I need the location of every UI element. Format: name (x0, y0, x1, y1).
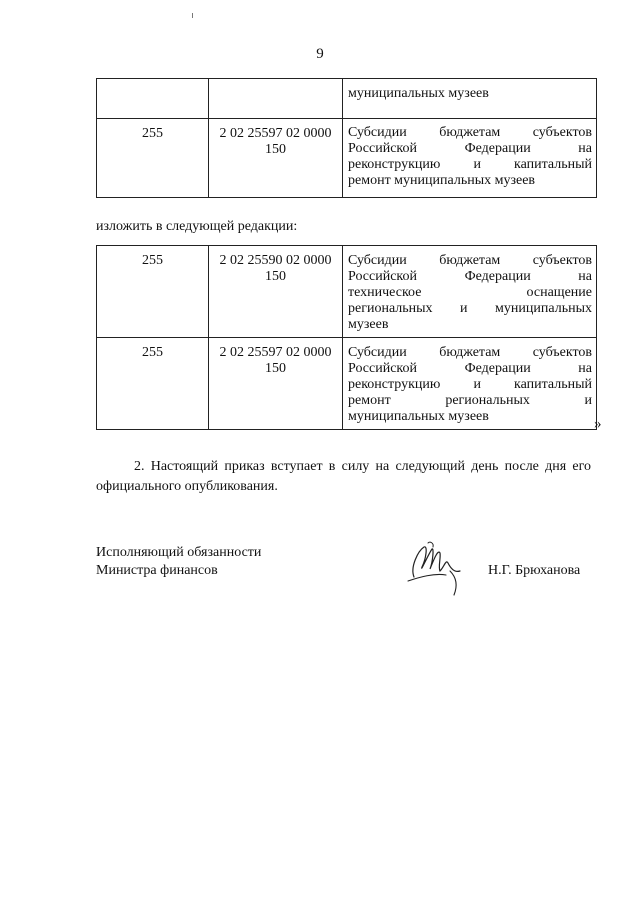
kbk-line: 2 02 25597 02 0000 (219, 345, 332, 360)
signatory-title-line: Министра финансов (96, 563, 218, 578)
table-row (97, 119, 597, 198)
word: на (578, 269, 592, 284)
code-cell: 255 (97, 119, 209, 198)
word: на (578, 141, 592, 156)
word: Субсидии (348, 253, 407, 268)
word: на (578, 361, 592, 376)
kbk-line: 150 (265, 269, 286, 284)
word: Настоящий (150, 459, 219, 474)
word: Российской (348, 269, 417, 284)
word: субъектов (532, 345, 592, 360)
scan-mark (192, 13, 193, 18)
word: и (460, 301, 468, 316)
word: и (473, 377, 481, 392)
name-line (348, 141, 592, 157)
kbk-cell (209, 246, 343, 338)
code-cell: 255 (97, 338, 209, 430)
word: муниципальных (495, 301, 592, 316)
kbk-line: 2 02 25590 02 0000 (219, 253, 332, 268)
name-line (348, 269, 592, 285)
word: субъектов (532, 253, 592, 268)
word: ремонт (348, 393, 391, 408)
budget-table-current (96, 78, 597, 198)
word: реконструкцию (348, 377, 441, 392)
word: бюджетам (439, 345, 501, 360)
name-line (348, 125, 592, 141)
word: день (471, 459, 499, 474)
word: на (375, 459, 390, 474)
word: субъектов (532, 125, 592, 140)
closing-quote: » (594, 416, 602, 432)
name-line (348, 345, 592, 361)
name-cell (343, 338, 597, 430)
name-line (348, 253, 592, 269)
name-line: ремонт муниципальных музеев (348, 173, 536, 188)
word: региональных (445, 393, 530, 408)
kbk-cell (209, 119, 343, 198)
code-cell (97, 79, 209, 119)
word: силу (341, 459, 370, 474)
word: Федерации (464, 361, 531, 376)
word: оснащение (526, 285, 592, 300)
name-line (348, 301, 592, 317)
word: и (473, 157, 481, 172)
name-line (348, 285, 592, 301)
kbk-line: 2 02 25597 02 0000 (219, 126, 332, 141)
kbk-cell (209, 338, 343, 430)
word: капитальный (514, 377, 592, 392)
word: Российской (348, 361, 417, 376)
code-cell: 255 (97, 246, 209, 338)
kbk-cell (209, 79, 343, 119)
paragraph-line: официального опубликования. (96, 479, 278, 494)
word: приказ (224, 459, 265, 474)
word: бюджетам (439, 253, 501, 268)
word: бюджетам (439, 125, 501, 140)
name-line (348, 361, 592, 377)
word: капитальный (514, 157, 592, 172)
word: региональных (348, 301, 433, 316)
table-row (97, 79, 597, 119)
word: Субсидии (348, 345, 407, 360)
table-row (97, 246, 597, 338)
name-line: музеев (348, 317, 389, 332)
kbk-line: 150 (265, 142, 286, 157)
word: его (572, 459, 591, 474)
word: дня (545, 459, 567, 474)
signatory-title-line: Исполняющий обязанности (96, 545, 262, 560)
word: 2. (134, 459, 145, 474)
name-line: муниципальных музеев (348, 86, 489, 101)
kbk-line: 150 (265, 361, 286, 376)
page-number: 9 (316, 46, 324, 62)
name-line (348, 393, 592, 409)
table-row (97, 338, 597, 430)
word: техническое (348, 285, 422, 300)
word: Федерации (464, 269, 531, 284)
paragraph-2 (96, 457, 591, 497)
word: Субсидии (348, 125, 407, 140)
signatory-title (96, 544, 261, 580)
word: Российской (348, 141, 417, 156)
intro-text: изложить в следующей редакции: (96, 219, 298, 234)
word: Федерации (464, 141, 531, 156)
word: после (504, 459, 539, 474)
word: следующий (395, 459, 466, 474)
handwritten-signature (400, 537, 472, 599)
budget-table-new (96, 245, 597, 430)
word: реконструкцию (348, 157, 441, 172)
name-line (348, 157, 592, 173)
name-cell (343, 79, 597, 119)
name-cell (343, 119, 597, 198)
name-cell (343, 246, 597, 338)
word: вступает (270, 459, 323, 474)
name-line (348, 377, 592, 393)
word: и (584, 393, 592, 408)
name-line: муниципальных музеев (348, 409, 489, 424)
word: в (328, 459, 336, 474)
signatory-name: Н.Г. Брюханова (488, 563, 581, 578)
paragraph-line (96, 457, 591, 477)
